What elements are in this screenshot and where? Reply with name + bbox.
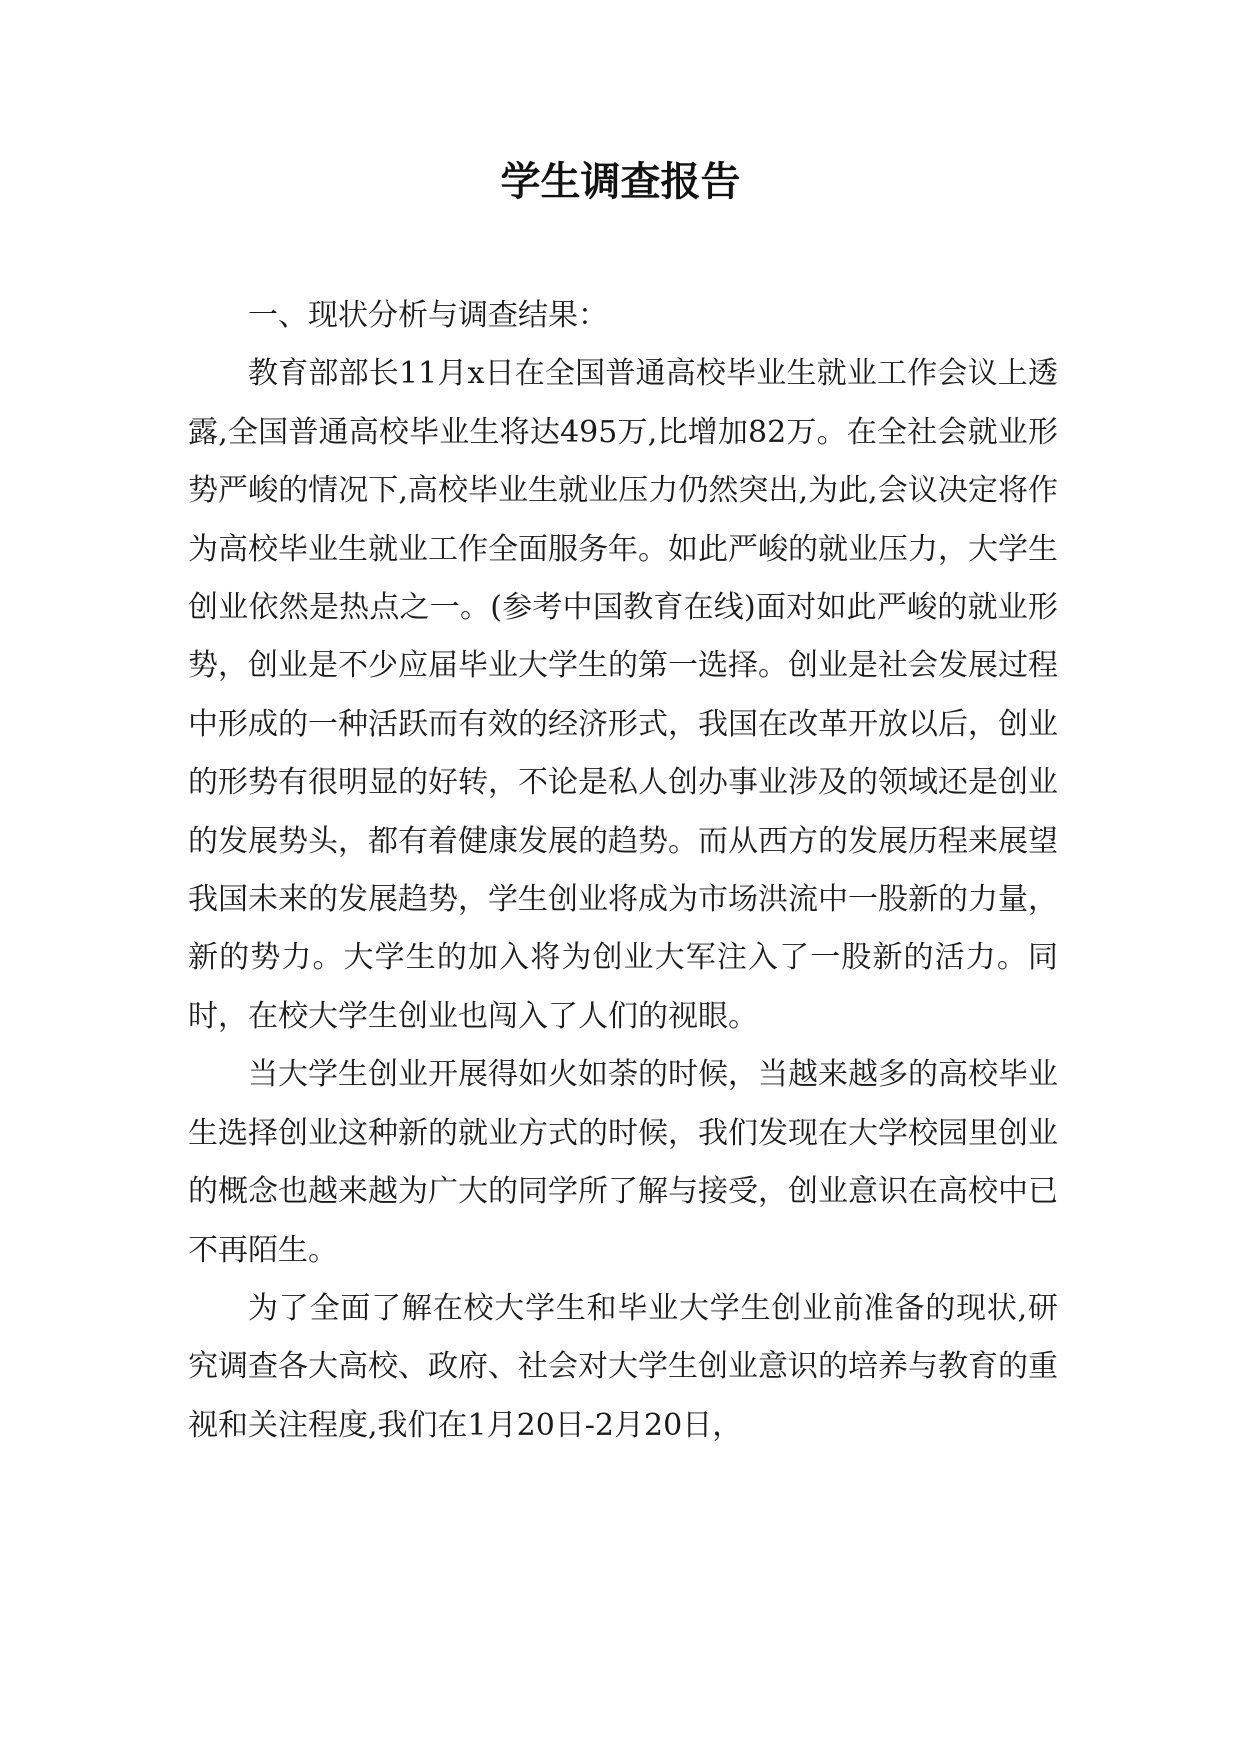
section-heading: 一、现状分析与调查结果：	[248, 298, 608, 333]
document-body	[188, 287, 1058, 1455]
paragraph-3: 为了全面了解在校大学生和毕业大学生创业前准备的现状,研究调查各大高校、政府、社会对大学生创业意识的培养与教育的重视和关注程度,我们在1月20日-2月20日，	[188, 1290, 1058, 1443]
document-title: 学生调查报告	[500, 159, 741, 205]
paragraph-2: 当大学生创业开展得如火如荼的时候，当越来越多的高校毕业生选择创业这种新的就业方式的时候，我们发现在大学校园里创业的概念也越来越为广大的同学所了解与接受，创业意识在高校中已不再陌生。	[188, 1057, 1058, 1268]
paragraph-1: 教育部部长11月x日在全国普通高校毕业生就业工作会议上透露,全国普通高校毕业生将达495万,比增加82万。在全社会就业形势严峻的情况下,高校毕业生就业压力仍然突出,为此,会议决定将作为高校毕业生就业工作全面服务年。如此严峻的就业压力，大学生创业依然是热点之一。(参考中国教育在线)面对如此严峻的就业形势，创业是不少应届毕业大学生的第一选择。创业是社会发展过程中形成的一种活跃而有效的经济形式，我国在改革开放以后，创业的形势有很明显的好转，不论是私人创办事业涉及的领域还是创业的发展势头，都有着健康发展的趋势。而从西方的发展历程来展望我国未来的发展趋势，学生创业将成为市场洪流中一股新的力量，新的势力。大学生的加入将为创业大军注入了一股新的活力。同时，在校大学生创业也闯入了人们的视眼。	[188, 356, 1058, 1034]
